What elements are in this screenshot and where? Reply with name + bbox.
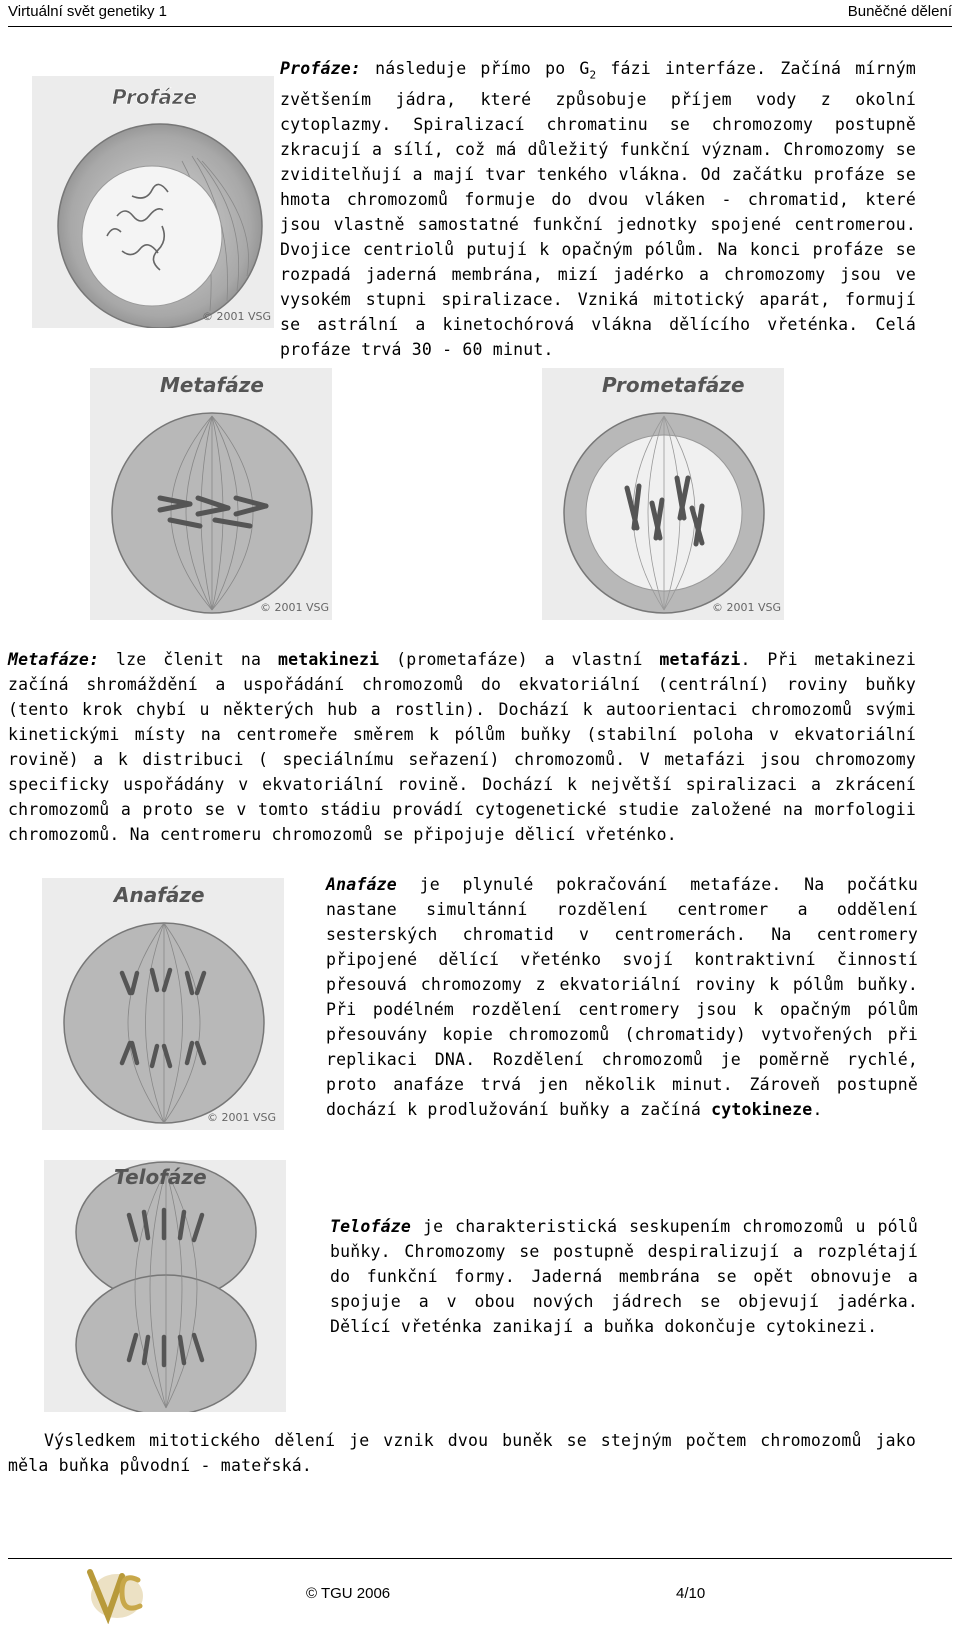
- page-header: [8, 0, 952, 27]
- metafaze-term: Metafáze:: [8, 650, 100, 669]
- profaze-paragraph: [280, 56, 916, 362]
- anafaze-image-label: Anafáze: [114, 883, 205, 907]
- metafaze-keyword-1: metakinezi: [277, 650, 380, 669]
- profaze-image: [32, 76, 274, 328]
- prometafaze-image-label: Prometafáze: [602, 373, 745, 397]
- profaze-image-label: Profáze: [112, 85, 198, 109]
- metafaze-image-copyright: © 2001 VSG: [260, 601, 330, 614]
- anafaze-text-2: .: [812, 1100, 823, 1119]
- prometafaze-image: [542, 368, 784, 620]
- vsg-logo-icon: [82, 1562, 152, 1629]
- telofaze-image-label: Telofáze: [114, 1165, 207, 1189]
- metafaze-image: [90, 368, 332, 620]
- telofaze-image: [44, 1160, 286, 1412]
- profaze-subscript: 2: [589, 68, 597, 82]
- footer-page-number: 4/10: [676, 1585, 706, 1602]
- profaze-image-copyright: © 2001 VSG: [202, 310, 272, 323]
- metafaze-text-2: (prometafáze) a vlastní: [379, 650, 660, 669]
- metafaze-keyword-2: metafázi: [659, 650, 741, 669]
- anafaze-image: [42, 878, 284, 1130]
- metafaze-paragraph: [8, 647, 916, 847]
- header-right: Buněčné dělení: [847, 3, 952, 20]
- metafaze-text-3: . Při metakinezi začíná shromáždění a uspořádání chromozomů do ekvatoriální (centrální) roviny buňky (tento krok chybí u některých hub a rostlin). Dochází k autoorientaci chromozomů svými kinetickými místy na centromeře směrem k pólům buňky (stabilní poloha v ekvatoriální rovině) a k distribuci ( speciálnímu seřazení) chromozomů. V metafázi jsou chromozomy specificky uspořádány v ekvatoriální rovině. Dochází k největší spiralizaci a zkrácení chromozomů a proto se v tomto stádiu provádí cytogenetické studie založené na morfologii chromozomů. Na centromeru chromozomů se připojuje dělicí vřeténko.: [8, 650, 916, 844]
- metafaze-text-1: lze členit na: [99, 650, 278, 669]
- result-paragraph: Výsledkem mitotického dělení je vznik dvou buněk se stejným počtem chromozomů jako měla buňka původní - mateřská.: [8, 1431, 916, 1475]
- prometafaze-image-copyright: © 2001 VSG: [712, 601, 782, 614]
- profaze-text-1: následuje přímo po G: [361, 59, 590, 78]
- profaze-text-2: fázi interfáze. Začíná mírným zvětšením jádra, které způsobuje příjem vody z okolní cytoplazmy. Spiralizací chromatinu se chromozomy postupně zkracují a sílí, což má důležitý funkční význam. Chromozomy se zviditelňují a mají tvar tenkého vlákna. Od začátku profáze se hmota chromozomů formuje do dvou vláken - chromatid, které jsou vlastně samostatné funkční jednotky spojené centromerou. Dvojice centriolů putují k opačným pólům. Na konci profáze se rozpadá jaderná membrána, mizí jadérko a chromozomy jsou ve vysokém stupni spiralizace. Vzniká mitotický aparát, formují se astrální a kinetochórová vlákna dělícího vřeténka. Celá profáze trvá 30 - 60 minut.: [280, 59, 917, 360]
- telofaze-paragraph: [330, 1214, 918, 1339]
- anafaze-term: Anafáze: [326, 875, 397, 894]
- footer-divider: [8, 1558, 952, 1559]
- profaze-term: Profáze:: [280, 59, 362, 78]
- telofaze-term: Telofáze: [330, 1217, 412, 1236]
- anafaze-text-1: je plynulé pokračování metafáze. Na počátku nastane simultánní rozdělení centromer a oddělení sesterských chromatid v centromerách. Na centromery připojené dělící vřeténko svojí kontraktivní činností přesouvá chromozomy z ekvatoriální roviny k pólům buňky. Při podélném rozdělení centromery jsou k opačným pólům přesouvány kopie chromozomů (chromatidy) vytvořených při replikaci DNA. Rozdělení chromozomů je poměrně rychlé, proto anafáze trvá jen několik minut. Zároveň postupně dochází k prodlužování buňky a začíná: [326, 875, 918, 1119]
- footer-copyright: © TGU 2006: [306, 1585, 391, 1602]
- telofaze-text-1: je charakteristická seskupením chromozomů u pólů buňky. Chromozomy se postupně despiralizují a rozplétají do funkční formy. Jaderná membrána se opět obnovuje a spojuje a v obou nových jádrech se objevují jadérka. Dělící vřeténka zanikají a buňka dokončuje cytokinezi.: [330, 1217, 918, 1336]
- anafaze-paragraph: [326, 872, 918, 1122]
- anafaze-keyword: cytokineze: [711, 1100, 813, 1119]
- header-left: Virtuální svět genetiky 1: [8, 3, 167, 20]
- metafaze-image-label: Metafáze: [160, 373, 264, 397]
- anafaze-image-copyright: © 2001 VSG: [207, 1111, 277, 1124]
